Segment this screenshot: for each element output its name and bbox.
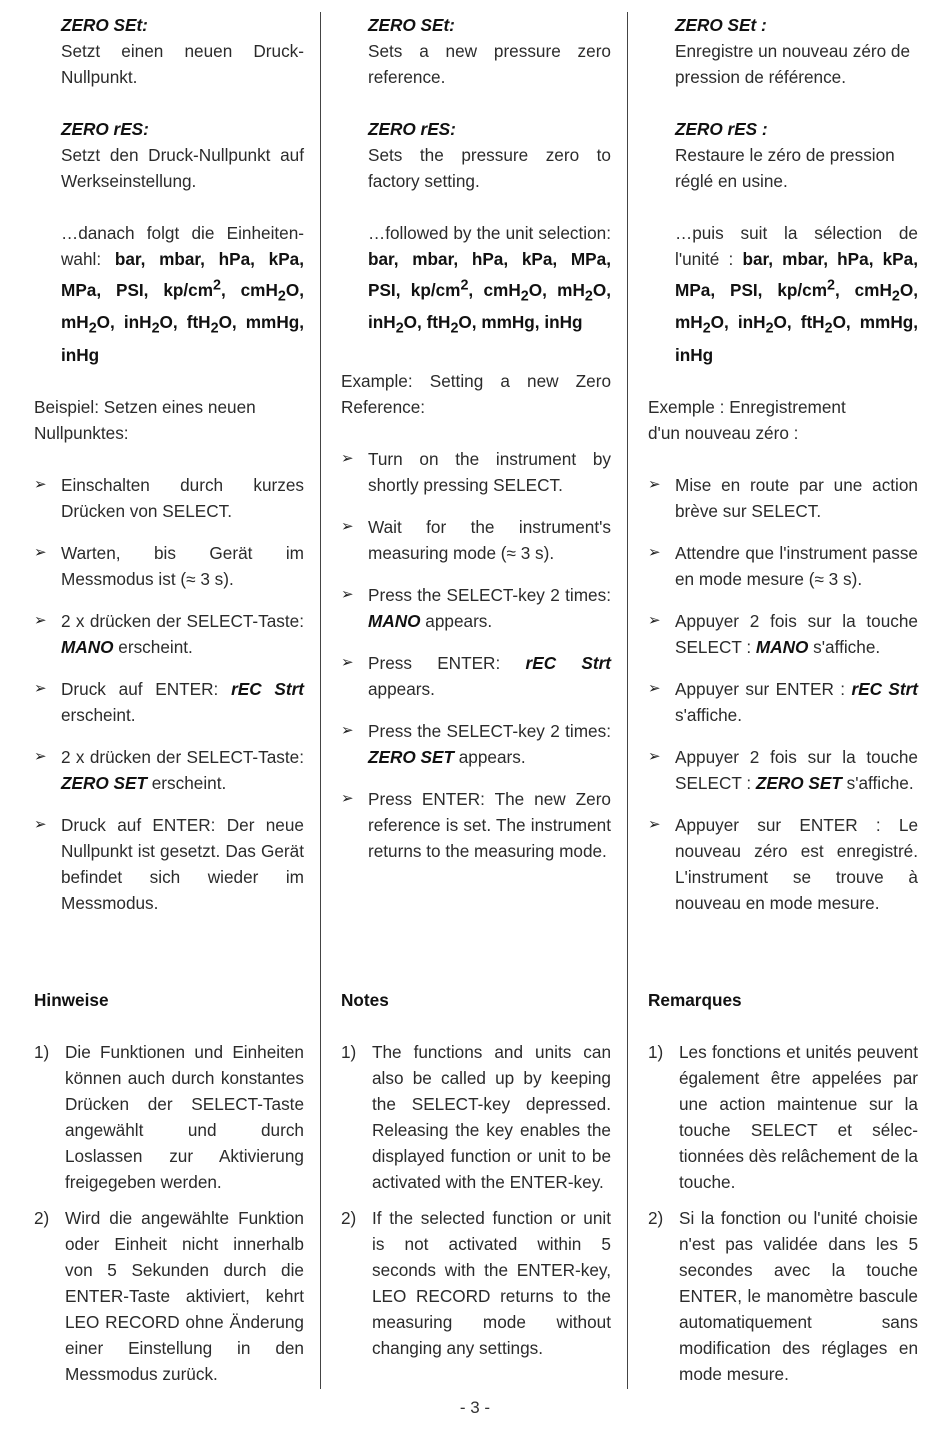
zero-res-block [34,116,304,194]
column-french [648,12,918,1389]
step-list [34,472,304,916]
unit-list: bar, mbar, hPa, kPa, MPa, PSI, $kp/cm^2$, cmH$_2$O, $mH_2O$, inH$_2$O, ftH$_2$O, mmHg, inHg [61,249,305,365]
step-list [341,446,611,864]
unit-selection-intro: …puis suit la sélection de l'unité : [675,223,918,269]
arrow-bullet-icon: ➢ [34,747,47,765]
note-item: 2) If the selected function or unit is not activated within 5 seconds with the ENTER-key, LEO RECORD returns to the measuring mode without changing any settings. [341,1208,611,1358]
arrow-bullet-icon: ➢ [648,747,661,765]
notes-section [341,987,611,1371]
zero-res-description: Setzt den Druck-Nullpunkt auf Werkseinstellung. [61,145,304,191]
zero-res-heading: ZERO rES : [675,119,768,139]
step-item: ➢ Press ENTER: The new Zero reference is set. The instrument returns to the measuring mode. [341,786,611,864]
column-english [341,12,611,1389]
step-item: ➢ Warten, bis Gerät im Messmodus ist (≈ 3 s). [34,540,304,592]
zero-res-description: Restaure le zéro de pression réglé en usine. [675,145,895,191]
step-item: ➢ Mise en route par une action brève sur SELECT. [648,472,918,524]
arrow-bullet-icon: ➢ [341,517,354,535]
step-item: ➢ Press ENTER: rEC Strt appears. [341,650,611,702]
step-item: ➢ Appuyer sur ENTER : Le nouveau zéro est enregistré. L'instrument se trouve à nouveau en mode mesure. [648,812,918,916]
arrow-bullet-icon: ➢ [341,721,354,739]
note-item: 1) Les fonctions et unités peuvent également être appelées par une action maintenue sur la touche SELECT et sélec-tionnées dès relâchement de la touche. [648,1042,918,1192]
notes-list [648,1039,918,1387]
arrow-bullet-icon: ➢ [341,449,354,467]
unit-selection-paragraph [648,220,918,368]
notes-heading: Hinweise [34,990,109,1010]
arrow-bullet-icon: ➢ [341,653,354,671]
zero-res-description: Sets the pressure zero to factory setting. [368,145,611,191]
arrow-bullet-icon: ➢ [341,789,354,807]
step-item: ➢ Druck auf ENTER: Der neue Nullpunkt ist gesetzt. Das Gerät befindet sich wieder im Messmodus. [34,812,304,916]
step-item: ➢ 2 x drücken der SELECT-Taste: MANO erscheint. [34,608,304,660]
notes-section [34,987,304,1397]
zero-set-description: Enregistre un nouveau zéro de pression de référence. [675,41,911,87]
note-item: 1) Die Funktionen und Einheiten können auch durch konstantes Drücken der SELECT-Taste angewählt und durch Loslassen zur Aktivierung freigegeben werden. [34,1042,304,1192]
unit-selection-paragraph [341,220,611,342]
arrow-bullet-icon: ➢ [34,543,47,561]
example-heading: Exemple : Enregistrement d'un nouveau zéro : [648,396,846,443]
note-item: 1) The functions and units can also be called up by keeping the SELECT-key depressed. Releasing the key enables the displayed function or unit to be activated with the ENTER-key. [341,1042,611,1192]
example-heading: Example: Setting a new Zero Reference: [341,370,611,417]
note-item: 2) Wird die angewählte Funktion oder Einheit nicht innerhalb von 5 Sekunden durch die ENTER-Taste aktiviert, kehrt LEO RECORD ohne Änderung einer Einstellung in den Messmodus zurück. [34,1208,304,1384]
step-item: ➢ Appuyer sur ENTER : rEC Strt s'affiche. [648,676,918,728]
zero-set-description: Setzt einen neuen Druck-Nullpunkt. [61,41,304,87]
zero-set-block [341,12,611,90]
zero-set-description: Sets a new pressure zero reference. [368,41,611,87]
column-divider [627,12,628,1389]
step-item: ➢ Appuyer 2 fois sur la touche SELECT : MANO s'affiche. [648,608,918,660]
step-item: ➢ 2 x drücken der SELECT-Taste: ZERO SET erscheint. [34,744,304,796]
zero-set-block [648,12,918,90]
unit-list: bar, mbar, hPa, kPa, MPa, PSI, $kp/cm^2$, cmH$_2$O, $mH_2O$, inH$_2$O, ftH$_2$O, mmHg, inHg [368,249,611,337]
notes-section [648,987,918,1397]
step-item: ➢ Attendre que l'instrument passe en mode mesure (≈ 3 s). [648,540,918,592]
zero-set-block [34,12,304,90]
notes-heading: Notes [341,990,389,1010]
arrow-bullet-icon: ➢ [648,611,661,629]
arrow-bullet-icon: ➢ [341,585,354,603]
page-number: - 3 - [459,1398,491,1417]
column-divider [320,12,321,1389]
step-item: ➢ Wait for the instrument's measuring mode (≈ 3 s). [341,514,611,566]
step-item: ➢ Druck auf ENTER: rEC Strt erscheint. [34,676,304,728]
zero-res-block [341,116,611,194]
unit-list: bar, mbar, hPa, kPa, MPa, PSI, $kp/cm^2$, cmH$_2$O, $mH_2O$, inH$_2$O, ftH$_2$O, mmHg, inHg [675,249,919,365]
arrow-bullet-icon: ➢ [34,475,47,493]
step-list [648,472,918,916]
step-item: ➢ Press the SELECT-key 2 times: ZERO SET appears. [341,718,611,770]
zero-set-heading: ZERO SEt: [61,15,148,35]
arrow-bullet-icon: ➢ [648,679,661,697]
note-item: 2) Si la fonction ou l'unité choisie n'est pas validée dans les 5 secondes avec la touche ENTER, le manomètre bascule automatiquement sans modification des réglages en mode mesure. [648,1208,918,1384]
arrow-bullet-icon: ➢ [34,679,47,697]
unit-selection-intro: …danach folgt die Einheiten-wahl: [61,223,304,269]
step-item: ➢ Einschalten durch kurzes Drücken von SELECT. [34,472,304,524]
zero-res-heading: ZERO rES: [61,119,149,139]
zero-res-heading: ZERO rES: [368,119,456,139]
zero-res-block [648,116,918,194]
example-heading: Beispiel: Setzen eines neuen Nullpunktes: [34,396,256,443]
arrow-bullet-icon: ➢ [648,475,661,493]
notes-list [341,1039,611,1361]
arrow-bullet-icon: ➢ [34,815,47,833]
step-item: ➢ Appuyer 2 fois sur la touche SELECT : ZERO SET s'affiche. [648,744,918,796]
zero-set-heading: ZERO SEt : [675,15,767,35]
column-german [34,12,304,1389]
arrow-bullet-icon: ➢ [648,543,661,561]
unit-selection-intro: …followed by the unit selection: [368,223,611,243]
step-item: ➢ Press the SELECT-key 2 times: MANO appears. [341,582,611,634]
arrow-bullet-icon: ➢ [648,815,661,833]
notes-heading: Remarques [648,990,742,1010]
step-item: ➢ Turn on the instrument by shortly pressing SELECT. [341,446,611,498]
unit-selection-paragraph [34,220,304,368]
arrow-bullet-icon: ➢ [34,611,47,629]
zero-set-heading: ZERO SEt: [368,15,455,35]
notes-list [34,1039,304,1387]
